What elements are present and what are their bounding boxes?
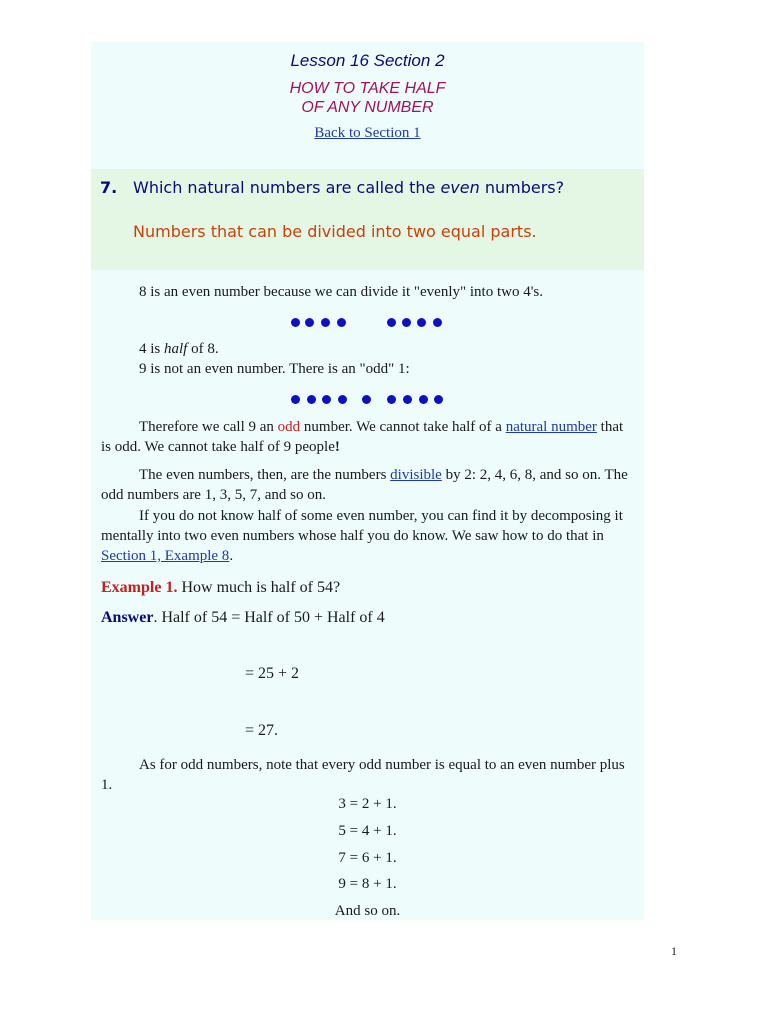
answer-line [101, 608, 634, 628]
answer-label: Answer [101, 609, 154, 626]
half-text-em: half [164, 341, 188, 357]
title-line-2: OF ANY NUMBER [301, 99, 434, 116]
paragraph-even-8: 8 is an even number because we can divide it "evenly" into two 4's. [139, 284, 544, 300]
and-so-on: And so on. [334, 903, 401, 919]
natural-number-link[interactable]: natural number [505, 419, 597, 435]
question-number: 7. [100, 178, 118, 197]
odd-text-a: Therefore we call 9 an [139, 419, 278, 435]
paragraph-odd-plus-one: As for odd numbers, note that every odd number is equal to an even number plus 1. [101, 757, 625, 793]
odd-text-c: that is odd. We cannot take half of 9 people [101, 419, 624, 455]
section-1-example-8-link[interactable]: Section 1, Example 8 [101, 548, 230, 564]
paragraph-divisible [101, 465, 634, 505]
dots-eight [91, 316, 644, 330]
decompose-text-b: . [229, 548, 234, 564]
exclamation: ! [334, 439, 340, 455]
divisible-text-b: by 2: 2, 4, 6, 8, and so on. The odd numbers are 1, 3, 5, 7, and so on. [101, 467, 628, 503]
dot [305, 318, 314, 327]
dots-nine [91, 393, 644, 407]
dot [402, 318, 411, 327]
dot [387, 318, 396, 327]
dot [291, 318, 300, 327]
odd-word: odd [277, 419, 301, 435]
dot [337, 318, 346, 327]
example-1 [101, 578, 634, 598]
dot [433, 318, 442, 327]
dot [419, 395, 428, 404]
question-text-em: even [440, 178, 480, 197]
dot [387, 395, 396, 404]
lesson-label: Lesson 16 Section 2 [290, 51, 445, 70]
half-text-b: of 8. [187, 341, 219, 357]
equation-9: 9 = 8 + 1. [338, 876, 397, 892]
answer-step-2: = 27. [245, 722, 279, 739]
answer-equation: . Half of 54 = Half of 50 + Half of 4 [153, 609, 385, 626]
lesson-panel [91, 42, 644, 920]
example-label: Example 1. [101, 579, 178, 596]
dot [434, 395, 443, 404]
dot [362, 395, 371, 404]
paragraph-half-of-8 [139, 339, 634, 359]
lesson-title [91, 79, 644, 117]
question-text-a: Which natural numbers are called the [133, 178, 441, 197]
dot [291, 395, 300, 404]
dot [417, 318, 426, 327]
half-text-a: 4 is [139, 341, 165, 357]
question-text [133, 178, 564, 197]
paragraph-odd-number [101, 417, 634, 457]
page-number: 1 [671, 944, 677, 958]
dot [403, 395, 412, 404]
dot [338, 395, 347, 404]
example-question: How much is half of 54? [177, 579, 341, 596]
equation-3: 3 = 2 + 1. [338, 796, 397, 812]
equation-5: 5 = 4 + 1. [338, 823, 397, 839]
question-text-b: numbers? [479, 178, 565, 197]
dot [307, 395, 316, 404]
odd-text-b: number. We cannot take half of a [300, 419, 506, 435]
question-answer: Numbers that can be divided into two equal parts. [133, 222, 537, 241]
decompose-text-a: If you do not know half of some even number, you can find it by decomposing it mentally into two even numbers whose half you do know. We saw how to do that in [101, 508, 623, 544]
back-to-section-1-link[interactable]: Back to Section 1 [314, 125, 421, 141]
paragraph-nine-odd: 9 is not an even number. There is an "odd" 1: [139, 361, 410, 377]
dot [321, 318, 330, 327]
divisible-text-a: The even numbers, then, are the numbers [139, 467, 391, 483]
equation-7: 7 = 6 + 1. [338, 850, 397, 866]
paragraph-decompose [101, 506, 634, 566]
divisible-link[interactable]: divisible [390, 467, 442, 483]
lesson-header [91, 42, 644, 142]
title-line-1: HOW TO TAKE HALF [289, 80, 446, 97]
question-box [91, 169, 644, 270]
dot [322, 395, 331, 404]
answer-step-1: = 25 + 2 [245, 665, 300, 682]
